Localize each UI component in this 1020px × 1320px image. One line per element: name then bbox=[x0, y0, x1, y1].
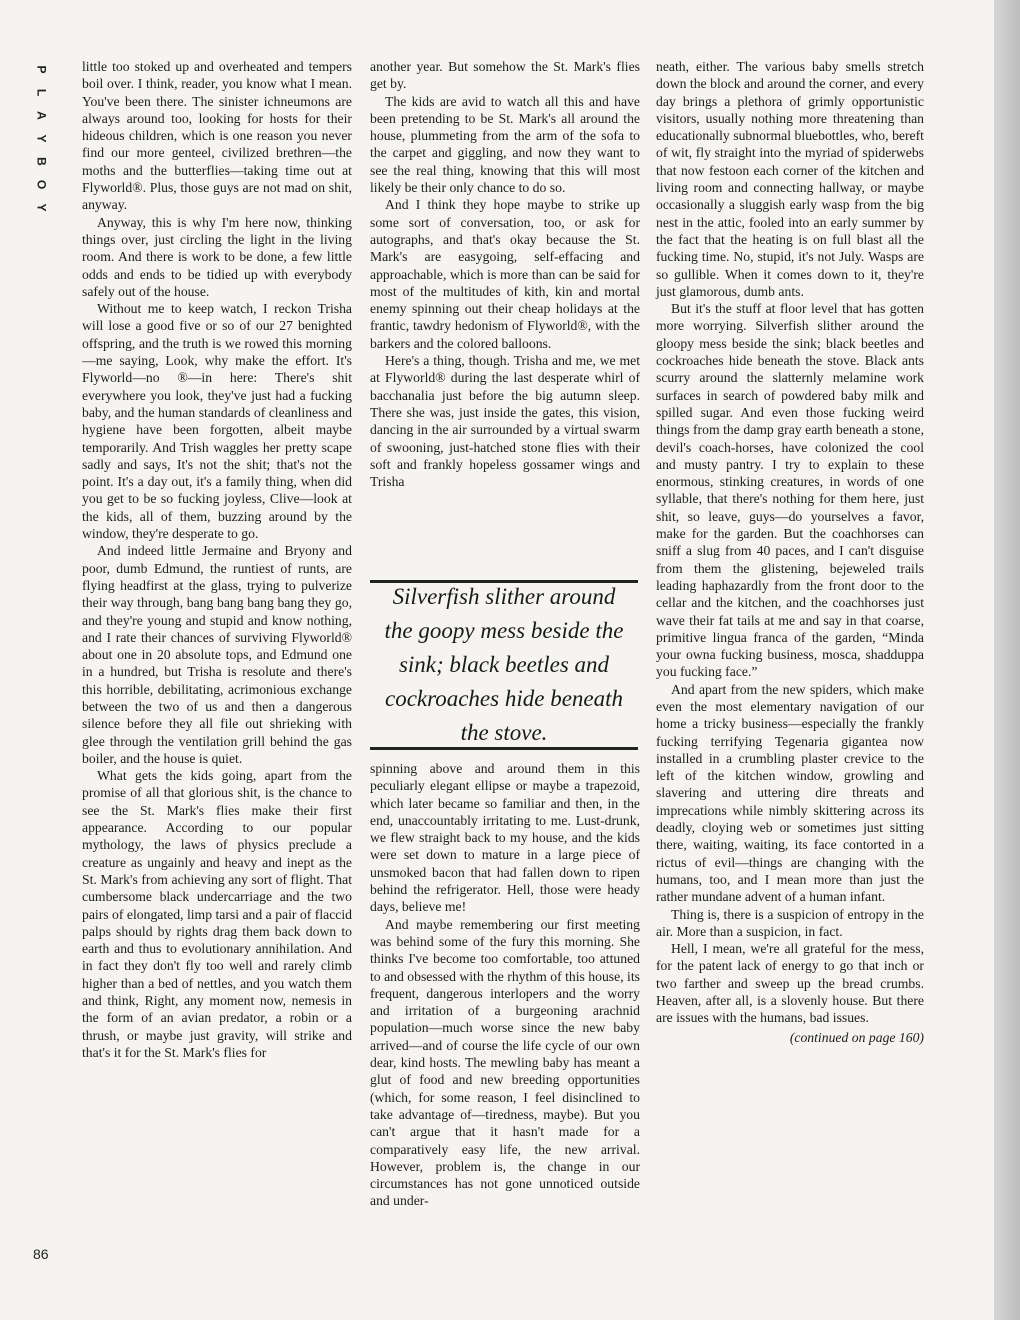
paragraph: Thing is, there is a suspicion of entropy in the air. More than a suspicion, in fact. bbox=[656, 906, 924, 939]
masthead-letter: Y bbox=[34, 203, 49, 212]
paragraph: And apart from the new spiders, which make even the most elementary navigation of our home a tricky business—especially the frankly fucking terrifying Tegenaria gigantea now installed in a crumbling plaster crevice to the left of the kitchen window, growling and slavering and uttering dire threats and imprecations while nimbly skittering across its deadly, cloying web or sometimes just sitting there, waiting, waiting, its face contorted in a rictus of evil—things are changing with the humans, too, and I mean more than just the rather mundane advent of a human infant. bbox=[656, 681, 924, 905]
paragraph: And maybe remembering our first meeting was behind some of the fury this morning. She thinks I've become too comfortable, too attuned to and obsessed with the rhythm of this house, its frequent, dangerous interlopers and the worry and irritation of a burgeoning arachnid population—much worse since the new baby arrived—and of course the life cycle of our own dear, kind hosts. The mewling baby has meant a glut of food and new breeding opportunities (which, for some reason, I feel disinclined to take advantage of—tiredness, maybe). But you can't argue that it hasn't made for a comparatively easy life, the new arrival. However, problem is, the change in our circumstances has not gone unnoticed outside and under- bbox=[370, 916, 640, 1209]
paragraph: Hell, I mean, we're all grateful for the mess, for the patent lack of energy to go that inch or two farther and sweep up the bread crumbs. Heaven, after all, is a slovenly house. But there are issues with the humans, bad issues. bbox=[656, 941, 924, 1026]
paragraph: spinning above and around them in this peculiarly elegant ellipse or maybe a trapezoid, which later became so familiar and then, in the end, unaccountably irritating to me. Lust-drunk, we flew straight back to my house, and the kids were set down to mature in a large piece of unsmoked bacon that had fallen down to ripen behind the refrigerator. Hell, those were heady days, believe me! bbox=[370, 761, 640, 915]
paragraph: But it's the stuff at floor level that has gotten more worrying. Silverfish slither around the gloopy mess beside the sink; black beetles and cockroaches hide beneath the stove. Black ants scurry around the slatternly melamine work surfaces in search of powdered baby milk and spilled sugar. And even those fucking weird things from the damp gray earth beneath a stone, devil's coach-horses, have colonized the cool and musty pantry. I try to explain to these enormous, stinking creatures, in words of one syllable, that there's nothing for them here, just shit, so leave, guys—do yourselves a favor, make for the garden. But the coachhorses can sniff a slug from 40 paces, and I can't disguise from them the glistening, bejeweled trails leading haphazardly from the front door to the cellar and the kitchen, and the coachhorses just wave their fat tails at me and say in that coarse, primitive lingua franca of the garden, “Minda your owna fucking business, mosca, shadduppa you fucking face.” bbox=[656, 301, 924, 680]
paragraph: Here's a thing, though. Trisha and me, we met at Flyworld® during the last desperate whirl of bacchanalia just before the big autumn sleep. There she was, just inside the gates, this vision, dancing in the air surrounded by a virtual swarm of swooning, just-hatched stone flies with their soft and frankly hopeless gossamer wings and Trisha bbox=[370, 353, 640, 490]
masthead-letter: L bbox=[34, 88, 49, 97]
page-number: 86 bbox=[33, 1246, 49, 1262]
page-edge bbox=[994, 0, 1020, 1320]
continued-note: (continued on page 160) bbox=[789, 1029, 924, 1045]
masthead-letter: Y bbox=[34, 134, 49, 143]
paragraph: little too stoked up and overheated and tempers boil over. I think, reader, you know what I mean. You've been there. The sinister ichneumons are always around too, looking for hosts for their hideous children, which is one reason you never find our more genteel, civilized brethren—the moths and the butterflies—taking time out at Flyworld®. Plus, those guys are not mad on shit, anyway. bbox=[82, 59, 352, 213]
pull-quote-text: Silverfish slither around the goopy mess beside the sink; black beetles and cockroaches hide beneath the stove. bbox=[384, 584, 624, 745]
masthead-letter: A bbox=[34, 111, 49, 120]
paragraph: Without me to keep watch, I reckon Trisha will lose a good five or so of our 27 benighted offspring, and the truth is we rowed this morning—me saying, Look, why make the effort. It's Flyworld—no ®—in here: There's shit everywhere you look, they've just had a fucking baby, and the human standards of cleanliness and hygiene have been forgotten, albeit maybe temporarily. And Trish waggles her pretty scape sadly and says, It's not the shit; that's not the point. It's a day out, it's a family thing, when did you get to be so fucking joyless, Clive—look at the kids, all of them, buzzing around by the window, they're desperate to go. bbox=[82, 301, 352, 542]
paragraph: Anyway, this is why I'm here now, thinking things over, just circling the light in the living room. And there is work to be done, a few little odds and ends to be tidied up with everybody safely out of the house. bbox=[82, 214, 352, 299]
text-column-3 bbox=[656, 58, 924, 1046]
paragraph: neath, either. The various baby smells stretch down the block and around the corner, and every day brings a plethora of grimly opportunistic visitors, usually nothing more threatening than educationally subnormal bluebottles, who, bereft of wit, fly straight into the myriad of spiderwebs that now festoon each corner of the kitchen and living room and connecting hallway, or maybe occasionally a sluggish early wasp from the big nest in the attic, fooled into an early summer by the fact that the heating is on full blast all the fucking time. No, stupid, it's not July. Wasps are so gullible. When it comes down to it, they're just glamorous, dumb ants. bbox=[656, 59, 924, 299]
pull-quote bbox=[370, 580, 638, 750]
masthead-letter: O bbox=[34, 179, 49, 190]
text-column-2-bottom bbox=[370, 760, 640, 1210]
paragraph: And I think they hope maybe to strike up some sort of conversation, too, or ask for autographs, and that's okay because the St. Mark's are easygoing, self-effacing and approachable, which is more than can be said for most of the multitudes of kith, kin and mortal enemy spinning out their cheap holidays at the frantic, tawdry hedonism of Flyworld®, with the barkers and the colored balloons. bbox=[370, 197, 640, 351]
paragraph: And indeed little Jermaine and Bryony and poor, dumb Edmund, the runtiest of runts, are flying headfirst at the glass, trying to pulverize their way through, bang bang bang bang they go, and they're young and stupid and know nothing, and I rate their chances of surviving Flyworld® about one in 20 absolute tops, and Edmund one in a hundred, but Trisha is resolute and there's this horrible, debilitating, acrimonious exchange between the two of us and then a dangerous silence before they all file out shrieking with glee through the ventilation grill behind the gas boiler, and the house is quiet. bbox=[82, 543, 352, 766]
masthead-letter: P bbox=[34, 65, 49, 74]
paragraph: another year. But somehow the St. Mark's flies get by. bbox=[370, 59, 640, 92]
paragraph: The kids are avid to watch all this and have been pretending to be St. Mark's all around the house, plummeting from the arm of the sofa to the carpet and giggling, and now they want to see the real thing, knowing that this will most likely be their only chance to do so. bbox=[370, 93, 640, 196]
masthead-letter: B bbox=[34, 157, 49, 166]
text-column-2-top bbox=[370, 58, 640, 490]
paragraph: What gets the kids going, apart from the promise of all that glorious shit, is the chance to see the St. Mark's flies make their first appearance. According to our popular mythology, the laws of physics preclude a creature as ungainly and heavy and inept as the St. Mark's from achieving any sort of flight. That cumbersome black undercarriage and the two pairs of elongated, limp tarsi and a pair of flaccid palps should by rights drag them back down to earth and thus to evolutionary annihilation. And in fact they don't fly too well and rarely climb higher than a bed of nettles, and you watch them and think, Right, any moment now, nemesis in the form of an avian predator, a robin or a thrush, or maybe just gravity, will strike and that's it for the St. Mark's flies for bbox=[82, 768, 352, 1060]
masthead-playboy bbox=[30, 58, 49, 219]
text-column-1 bbox=[82, 58, 352, 1061]
